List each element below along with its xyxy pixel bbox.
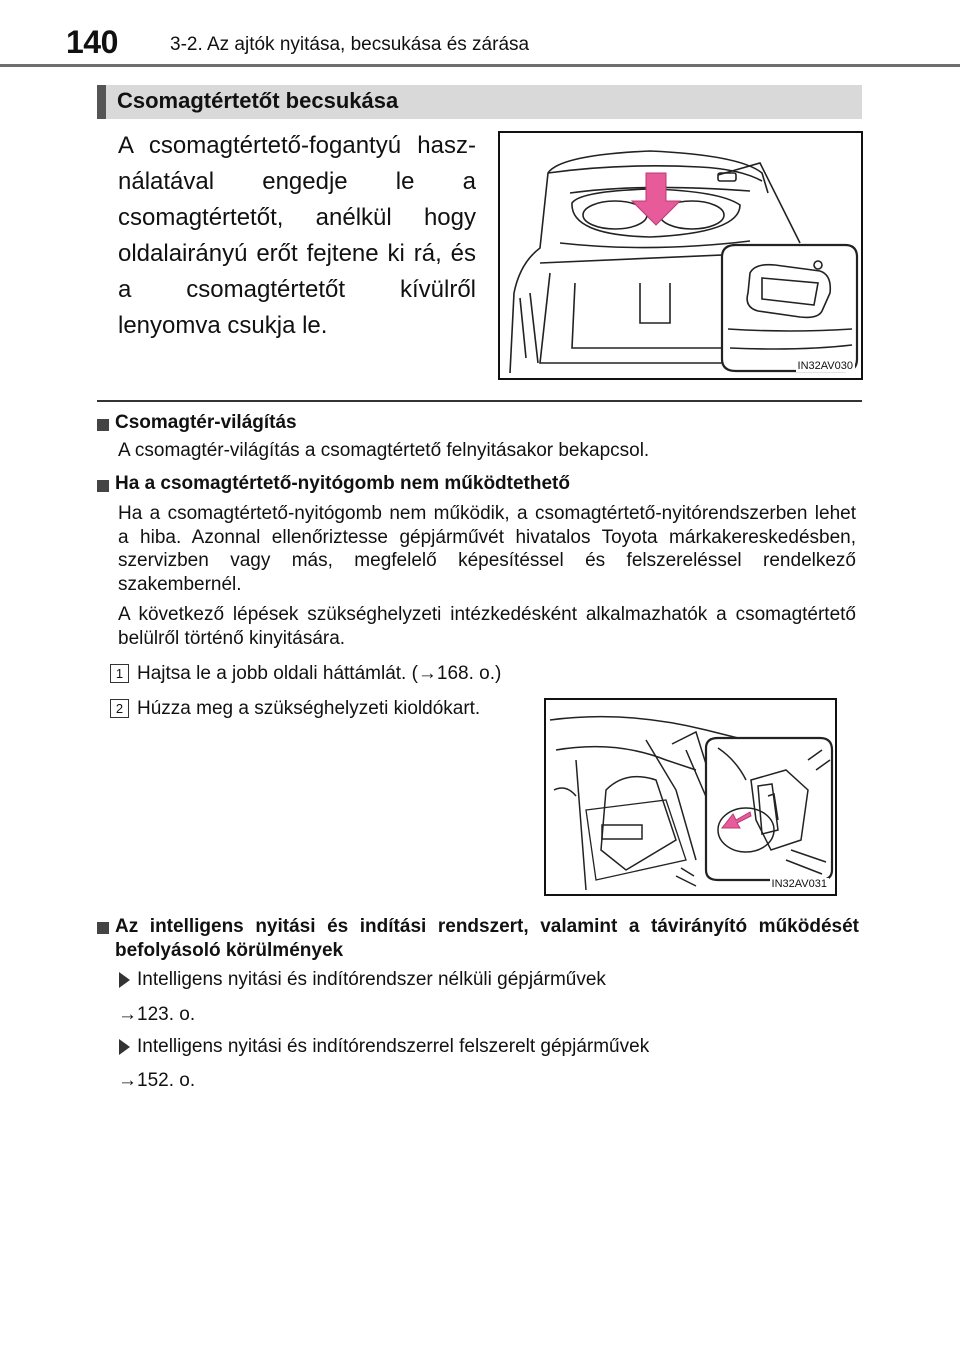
note-body: A csomagtér-világítás a csomagtértető felnyitásakor bekapcsol. <box>118 440 650 461</box>
page-reference: →123. o. <box>118 1004 196 1025</box>
smart-item: Intelligens nyitási és indítórendszerrel felszerelt gépjárművek <box>137 1036 650 1057</box>
section-divider <box>97 400 862 402</box>
page-reference: →152. o. <box>118 1070 196 1091</box>
note-bullet-square <box>97 419 109 431</box>
triangle-bullet-icon <box>119 1039 130 1055</box>
figure-code: IN32AV030 <box>797 360 853 372</box>
step-text: Húzza meg a szükséghelyzeti kioldókart. <box>137 698 481 719</box>
step-number-box: 2 <box>110 699 129 718</box>
note-bullet-square <box>97 922 109 934</box>
note-heading: Csomagtér-világítás <box>115 412 297 433</box>
trunk-closing-illustration <box>498 131 863 380</box>
emergency-release-illustration <box>544 698 837 896</box>
triangle-bullet-icon <box>119 972 130 988</box>
page-number: 140 <box>66 24 118 60</box>
section-title: Csomagtértetőt becsukása <box>117 88 399 113</box>
pull-arrow-icon <box>546 700 835 894</box>
down-arrow-icon <box>500 133 861 378</box>
chapter-title: 3-2. Az ajtók nyitása, becsukása és zárása <box>170 34 530 55</box>
note-body: A következő lépések szükséghelyzeti intézkedésként alkalmazhatók a csomagtértető belülről történő kinyitására. <box>118 604 856 649</box>
step-number-box: 1 <box>110 664 129 683</box>
section-bar-tab <box>97 85 106 119</box>
smart-item: Intelligens nyitási és indítórendszer nélküli gépjárművek <box>137 969 606 990</box>
step-text: Hajtsa le a jobb oldali háttámlát. (→168. o.) <box>137 663 502 684</box>
note-body: Ha a csomagtértető-nyitógomb nem működik, a csomagtértető-nyitórendszerben lehet a hiba. Azonnal ellenőriztesse gépjárművét hivatalos Toyota márkakereskedésben, szervizben vagy más, megfelelő képesítéssel és felszereléssel rendelkező szakembernél. <box>118 503 856 595</box>
header-rule <box>0 64 960 67</box>
smart-heading: Az intelligens nyitási és indítási rendszert, valamint a távirányító működését befolyásoló körülmények <box>115 916 859 961</box>
figure-code: IN32AV031 <box>771 878 827 890</box>
intro-paragraph: A csomagtértető-fogantyú használatával engedje le a csomagtértetőt, anélkül hogy oldalairányú erőt fejtene ki rá, és a csomagtértetőt kívülről lenyomva csukja le. <box>118 132 476 339</box>
note-bullet-square <box>97 480 109 492</box>
note-heading: Ha a csomagtértető-nyitógomb nem működtethető <box>115 473 570 494</box>
